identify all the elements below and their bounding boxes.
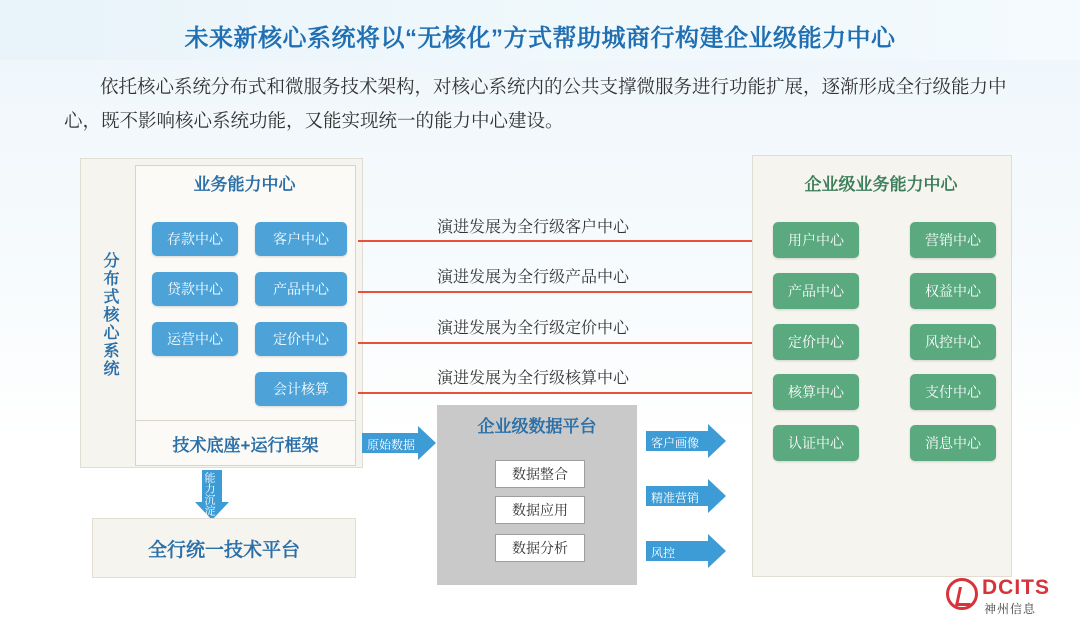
company-logo [946, 574, 1066, 620]
chip-payment-center[interactable]: 支付中心 [910, 374, 996, 410]
chip-pricing-center[interactable]: 定价中心 [255, 322, 347, 356]
evolution-arrow-1 [358, 240, 766, 242]
evolution-arrow-3-label: 演进发展为全行级定价中心 [437, 320, 630, 337]
evolution-arrow-2-label: 演进发展为全行级产品中心 [437, 269, 630, 286]
customer-profile-arrow [646, 424, 728, 458]
chip-marketing-center[interactable]: 营销中心 [910, 222, 996, 258]
customer-profile-arrow-label: 客户画像 [651, 436, 700, 450]
capability-precipitation-label: 能力沉淀 [203, 472, 215, 516]
chip-operation-center[interactable]: 运营中心 [152, 322, 238, 356]
chip-risk-center[interactable]: 风控中心 [910, 324, 996, 360]
chip-deposit-center[interactable]: 存款中心 [152, 222, 238, 256]
enterprise-capability-title: 企业级业务能力中心 [804, 175, 958, 194]
logo-subtext: 神州信息 [984, 602, 1037, 616]
raw-data-arrow [362, 426, 436, 460]
risk-control-arrow [646, 534, 728, 568]
evolution-arrow-2 [358, 291, 766, 293]
logo-text: DCITS [982, 576, 1050, 599]
chip-customer-center[interactable]: 客户中心 [255, 222, 347, 256]
data-platform-item-integration[interactable]: 数据整合 [495, 460, 585, 488]
enterprise-capability-panel [752, 155, 1012, 577]
distributed-core-label: 分布式核心系统 [101, 252, 118, 378]
page-title: 未来新核心系统将以“无核化”方式帮助城商行构建企业级能力中心 [184, 25, 896, 52]
data-platform-item-analysis[interactable]: 数据分析 [495, 534, 585, 562]
evolution-arrow-3 [358, 342, 766, 344]
risk-control-arrow-label: 风控 [651, 546, 676, 560]
chip-user-center[interactable]: 用户中心 [773, 222, 859, 258]
evolution-arrow-4-label: 演进发展为全行级核算中心 [437, 370, 630, 387]
unified-tech-platform-box: 全行统一技术平台 [92, 518, 356, 578]
chip-rights-center[interactable]: 权益中心 [910, 273, 996, 309]
page-subtitle: 依托核心系统分布式和微服务技术架构，对核心系统内的公共支撑微服务进行功能扩展，逐渐形成全行级能力中心，既不影响核心系统功能，又能实现统一的能力中心建设。 [64, 76, 1007, 131]
raw-data-arrow-label: 原始数据 [367, 438, 416, 452]
evolution-arrow-1-label: 演进发展为全行级客户中心 [437, 219, 630, 236]
chip-accounting-center[interactable]: 会计核算 [255, 372, 347, 406]
chip-product-center[interactable]: 产品中心 [255, 272, 347, 306]
evolution-arrow-4 [358, 392, 766, 394]
precision-marketing-arrow-label: 精准营销 [651, 491, 700, 505]
business-capability-title: 业务能力中心 [193, 175, 296, 194]
capability-precipitation-arrow [195, 470, 229, 520]
chip-loan-center[interactable]: 贷款中心 [152, 272, 238, 306]
data-platform-item-application[interactable]: 数据应用 [495, 496, 585, 524]
chip-ent-product-center[interactable]: 产品中心 [773, 273, 859, 309]
tech-base-box: 技术底座+运行框架 [135, 420, 356, 466]
chip-ent-accounting-center[interactable]: 核算中心 [773, 374, 859, 410]
data-platform-title: 企业级数据平台 [477, 417, 597, 436]
chip-message-center[interactable]: 消息中心 [910, 425, 996, 461]
chip-ent-pricing-center[interactable]: 定价中心 [773, 324, 859, 360]
chip-auth-center[interactable]: 认证中心 [773, 425, 859, 461]
logo-mark-icon [946, 578, 978, 610]
precision-marketing-arrow [646, 479, 728, 513]
